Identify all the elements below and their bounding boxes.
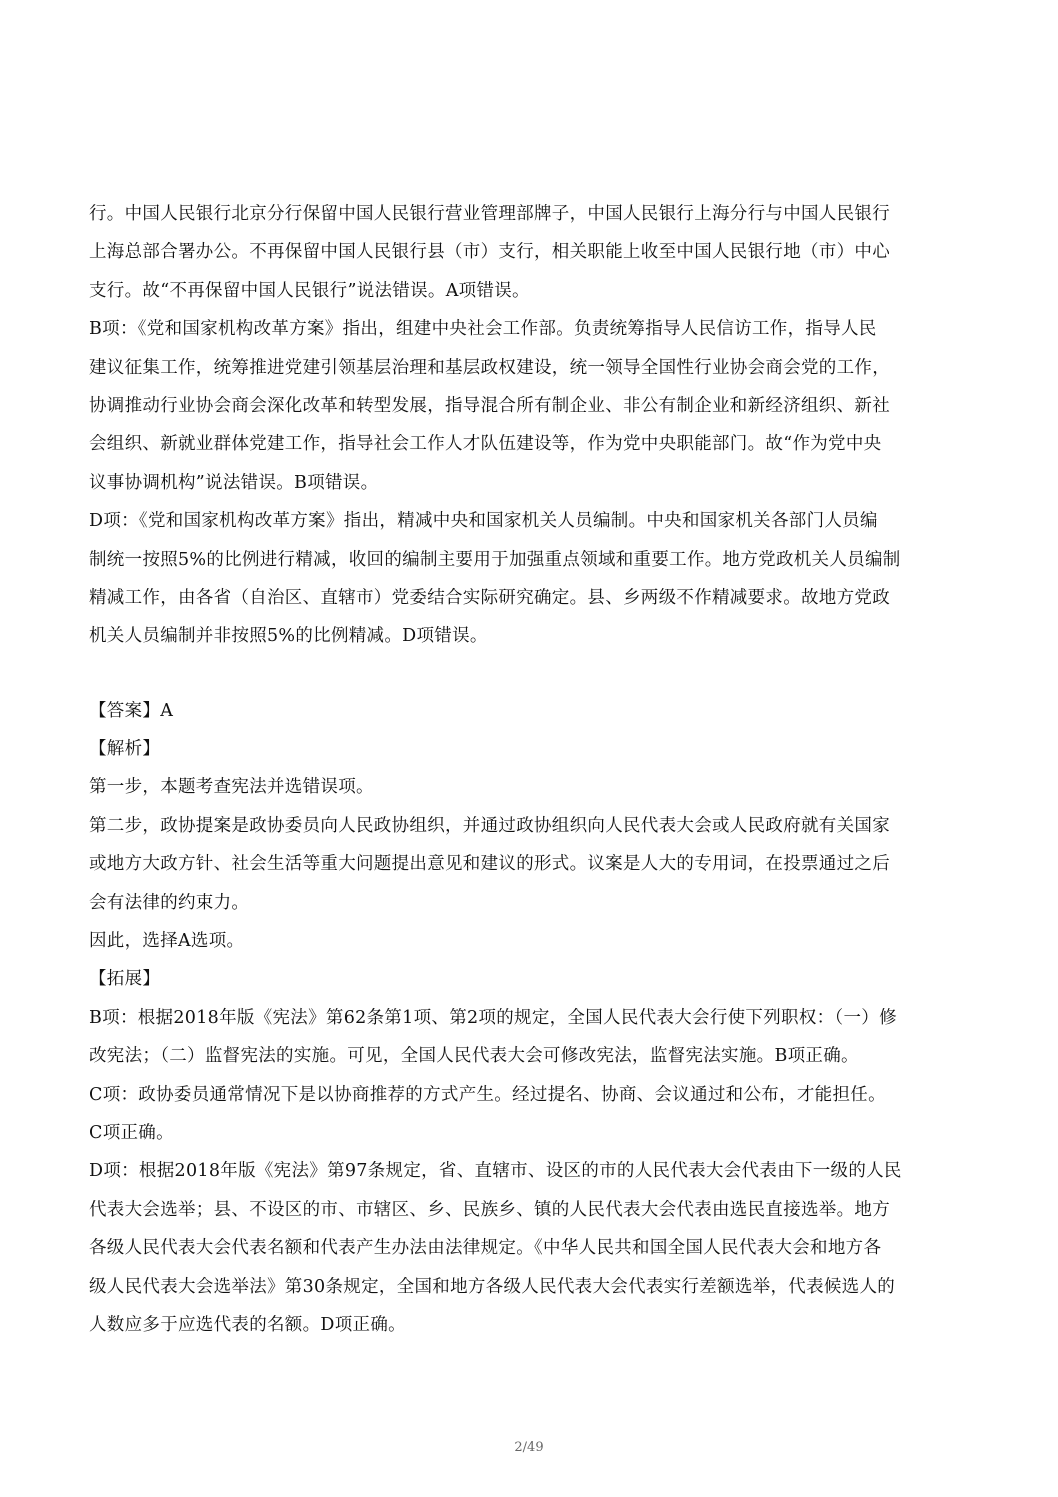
text-line: 支行。故“不再保留中国人民银行”说法错误。A项错误。 — [89, 280, 530, 301]
section-gap — [89, 656, 979, 692]
explanation-continued — [89, 195, 979, 656]
text-line: 机关人员编制并非按照5%的比例精减。D项错误。 — [89, 626, 488, 647]
text-line: 协调推动行业协会商会深化改革和转型发展，指导混合所有制企业、非公有制企业和新经济组织、新社 — [89, 395, 890, 416]
extension-line: 级人民代表大会选举法》第30条规定，全国和地方各级人民代表大会代表实行差额选举，代表候选人的 — [89, 1276, 896, 1297]
extension-line: D项：根据2018年版《宪法》第97条规定，省、直辖市、设区的市的人民代表大会代表由下一级的人民 — [89, 1161, 902, 1182]
text-line: B项：《党和国家机构改革方案》指出，组建中央社会工作部。负责统筹指导人民信访工作，指导人民 — [89, 319, 877, 340]
text-line: 行。中国人民银行北京分行保留中国人民银行营业管理部牌子，中国人民银行上海分行与中国人民银行 — [89, 204, 890, 224]
extension-label: 【拓展】 — [89, 969, 161, 990]
text-line: 上海总部合署办公。不再保留中国人民银行县（市）支行，相关职能上收至中国人民银行地（市）中心 — [89, 242, 890, 263]
text-line: 建议征集工作，统筹推进党建引领基层治理和基层政权建设，统一领导全国性行业协会商会党的工作， — [89, 357, 890, 378]
text-line: 会组织、新就业群体党建工作，指导社会工作人才队伍建设等，作为党中央职能部门。故“作为党中央 — [89, 434, 882, 455]
answer-label: 【答案】A — [89, 700, 174, 721]
extension-line: 人数应多于应选代表的名额。D项正确。 — [89, 1314, 406, 1335]
analysis-line: 会有法律的约束力。 — [89, 892, 250, 913]
extension-line: C项：政协委员通常情况下是以协商推荐的方式产生。经过提名、协商、会议通过和公布，才能担任。 — [89, 1084, 886, 1105]
question-answer-block — [89, 692, 979, 1345]
text-line: 制统一按照5%的比例进行精减，收回的编制主要用于加强重点领域和重要工作。地方党政机关人员编制 — [89, 549, 901, 570]
extension-line: 改宪法；（二）监督宪法的实施。可见，全国人民代表大会可修改宪法，监督宪法实施。B项正确。 — [89, 1046, 859, 1067]
text-line: 议事协调机构”说法错误。B项错误。 — [89, 472, 379, 493]
analysis-line: 因此，选择A选项。 — [89, 931, 245, 952]
analysis-label: 【解析】 — [89, 739, 161, 760]
analysis-line: 或地方大政方针、社会生活等重大问题提出意见和建议的形式。议案是人大的专用词，在投票通过之后 — [89, 854, 890, 875]
page-number: 2/49 — [514, 1440, 544, 1455]
extension-line: B项：根据2018年版《宪法》第62条第1项、第2项的规定，全国人民代表大会行使下列职权：（一）修 — [89, 1007, 897, 1028]
text-line: D项：《党和国家机构改革方案》指出，精减中央和国家机关人员编制。中央和国家机关各部门人员编 — [89, 511, 878, 532]
extension-line: 各级人民代表大会代表名额和代表产生办法由法律规定。《中华人民共和国全国人民代表大会和地方各 — [89, 1238, 882, 1259]
document-body — [89, 195, 979, 1344]
analysis-line: 第一步，本题考查宪法并选错误项。 — [89, 777, 374, 798]
analysis-line: 第二步，政协提案是政协委员向人民政协组织，并通过政协组织向人民代表大会或人民政府就有关国家 — [89, 815, 890, 836]
extension-line: C项正确。 — [89, 1122, 174, 1143]
text-line: 精减工作，由各省（自治区、直辖市）党委结合实际研究确定。县、乡两级不作精减要求。故地方党政 — [89, 587, 890, 608]
extension-line: 代表大会选举；县、不设区的市、市辖区、乡、民族乡、镇的人民代表大会代表由选民直接选举。地方 — [89, 1199, 890, 1220]
